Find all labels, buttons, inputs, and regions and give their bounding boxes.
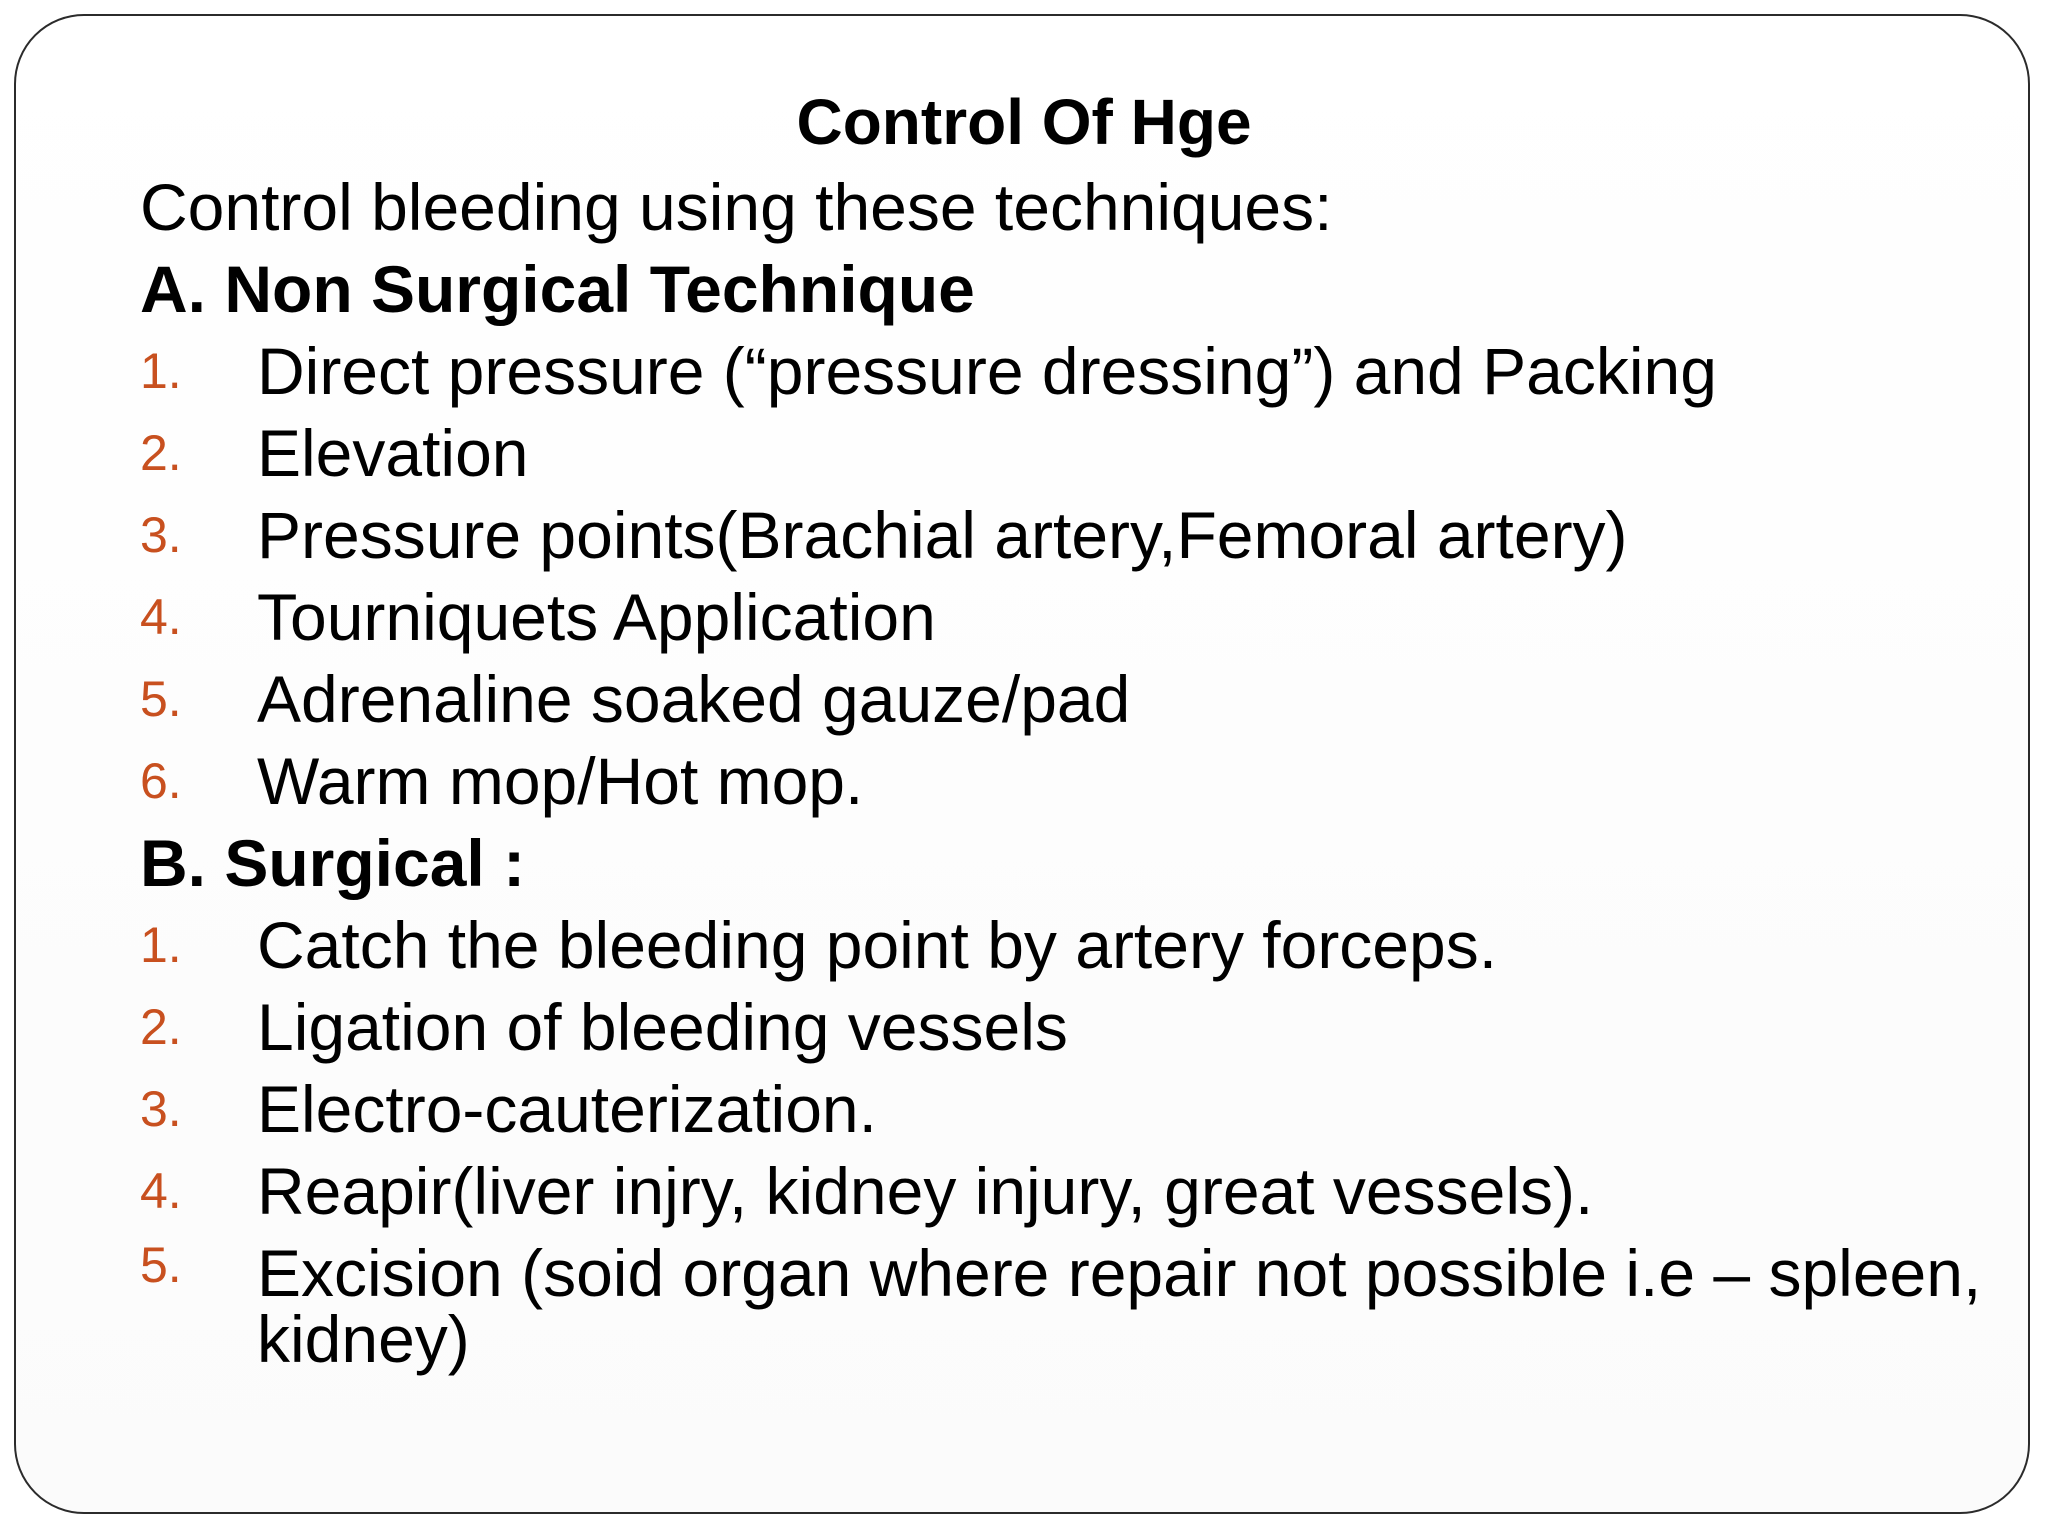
list-number: 3. [140,1081,182,1137]
list-item [140,986,1990,1068]
section-heading-surgical: B. Surgical : [140,826,526,900]
slide-title: Control Of Hge [796,86,1252,158]
list-item-text: Warm mop/Hot mop. [257,744,864,818]
list-item-text: Elevation [257,416,529,490]
list-number: 3. [140,507,182,563]
list-item-text: Reapir(liver injry, kidney injury, great vessels). [257,1154,1594,1228]
intro-text: Control bleeding using these techniques: [140,170,1333,244]
list-number: 5. [140,671,182,727]
list-item [140,494,1990,576]
list-item-text: Electro-cauterization. [257,1072,877,1146]
list-item [140,1150,1990,1232]
list-item [140,740,1990,822]
list-item-text: Excision (soid organ where repair not possible i.e – spleen, kidney) [257,1236,1982,1376]
section-heading-non-surgical: A. Non Surgical Technique [140,252,975,326]
list-item-text: Ligation of bleeding vessels [257,990,1068,1064]
list-item-text: Tourniquets Application [257,580,936,654]
list-item [140,412,1990,494]
list-item [140,658,1990,740]
list-item-text: Catch the bleeding point by artery forceps. [257,908,1498,982]
slide-content [140,166,1990,1376]
list-item [140,576,1990,658]
list-number: 4. [140,589,182,645]
list-number: 1. [140,917,182,973]
list-item [140,330,1990,412]
list-item [140,904,1990,986]
list-number: 6. [140,753,182,809]
list-item [140,1068,1990,1150]
list-item-text: Direct pressure (“pressure dressing”) and Packing [257,334,1717,408]
list-item [140,1232,1990,1376]
list-number: 1. [140,343,182,399]
list-number: 4. [140,1163,182,1219]
list-item-text: Adrenaline soaked gauze/pad [257,662,1131,736]
list-item-text: Pressure points(Brachial artery,Femoral artery) [257,498,1628,572]
list-number: 2. [140,425,182,481]
list-number: 2. [140,999,182,1055]
list-number: 5. [140,1237,182,1293]
